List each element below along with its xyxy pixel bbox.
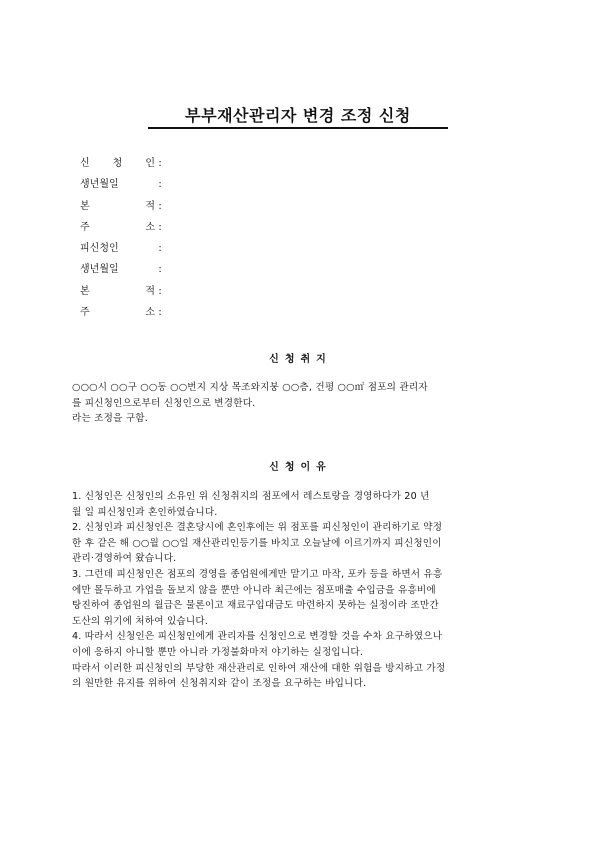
- field-respondent-domicile: [80, 286, 165, 307]
- reasons-heading: 신청이유: [269, 462, 332, 473]
- field-colon: :: [158, 158, 162, 169]
- text-line: 이에 응하지 아니할 뿐만 아니라 가정불화마저 야기하는 실정입니다.: [72, 646, 364, 658]
- title-underline: [148, 127, 448, 129]
- field-label: 주 소: [80, 307, 155, 319]
- field-colon: :: [158, 221, 162, 233]
- text-line: 에만 몰두하고 가업을 돌보지 않을 뿐만 아니라 최근에는 점포매출 수입금을 유흥비에: [72, 584, 436, 596]
- field-label: 본 적: [80, 285, 155, 297]
- field-applicant-domicile: [80, 201, 165, 222]
- field-label: 신 청 인: [80, 158, 155, 169]
- field-label: 주 소: [80, 221, 155, 233]
- text-line: 3. 그런데 피신청인은 점포의 경영을 종업원에게만 맡기고 마작, 포카 등을 하면서 유흥: [72, 568, 443, 580]
- text-line: 를 피신청인으로부터 신청인으로 변경한다.: [72, 397, 256, 409]
- text-line: ○○○시 ○○구 ○○동 ○○번지 지상 목조와지붕 ○○층, 건평 ○○㎡ 점포의 관리자: [72, 382, 428, 393]
- text-line: 탕진하여 종업원의 월급은 물론이고 재료구입대금도 마련하지 못하는 실정이라 조만간: [72, 600, 439, 612]
- field-colon: :: [158, 200, 162, 212]
- field-applicant-name: [80, 158, 165, 179]
- text-line: 2. 신청인과 피신청인은 결혼당시에 혼인후에는 위 점포를 피신청인이 관리하기로 약정: [72, 522, 443, 534]
- page-title: 부부재산관리자 변경 조정 신청: [185, 106, 411, 125]
- field-label: 피신청인: [80, 243, 119, 255]
- text-line: 월 일 피신청인과 혼인하였습니다.: [72, 506, 218, 518]
- field-colon: :: [158, 285, 162, 297]
- reasons-body: [72, 489, 542, 692]
- field-applicant-birthdate: [80, 179, 165, 200]
- purpose-heading: 신청취지: [269, 354, 332, 365]
- text-line: 한 후 같은 해 ○○월 ○○일 재산관리인등기를 바치고 오늘날에 이르기까지 피신청인이: [72, 537, 442, 549]
- field-colon: :: [158, 264, 162, 276]
- party-fields: [80, 158, 165, 328]
- field-colon: :: [158, 307, 162, 319]
- text-line: 4. 따라서 신청인은 피신청인에게 관리자를 신청인으로 변경할 것을 수차 요구하였으나: [72, 631, 443, 643]
- field-label: 생년월일: [80, 179, 119, 191]
- text-line: 따라서 이러한 피신청인의 부당한 재산관리로 인하여 재산에 대한 위험을 방지하고 가정: [72, 662, 446, 674]
- field-applicant-address: [80, 222, 165, 243]
- field-label: 본 적: [80, 200, 155, 212]
- field-colon: :: [158, 179, 162, 191]
- text-line: 1. 신청인은 신청인의 소유인 위 신청취지의 점포에서 레스토랑을 경영하다가 20 년: [72, 491, 430, 502]
- field-respondent-birthdate: [80, 264, 165, 285]
- text-line: 라는 조정을 구함.: [72, 413, 149, 425]
- purpose-body: [72, 380, 542, 427]
- field-colon: :: [158, 243, 162, 255]
- field-respondent-address: [80, 307, 165, 328]
- field-label: 생년월일: [80, 264, 119, 276]
- text-line: 관리·경영하여 왔습니다.: [72, 553, 177, 565]
- text-line: 도산의 위기에 처하여 있습니다.: [72, 615, 209, 627]
- field-respondent-name: [80, 243, 165, 264]
- text-line: 의 원만한 유지를 위하여 신청취지와 같이 조정을 요구하는 바입니다.: [72, 678, 367, 690]
